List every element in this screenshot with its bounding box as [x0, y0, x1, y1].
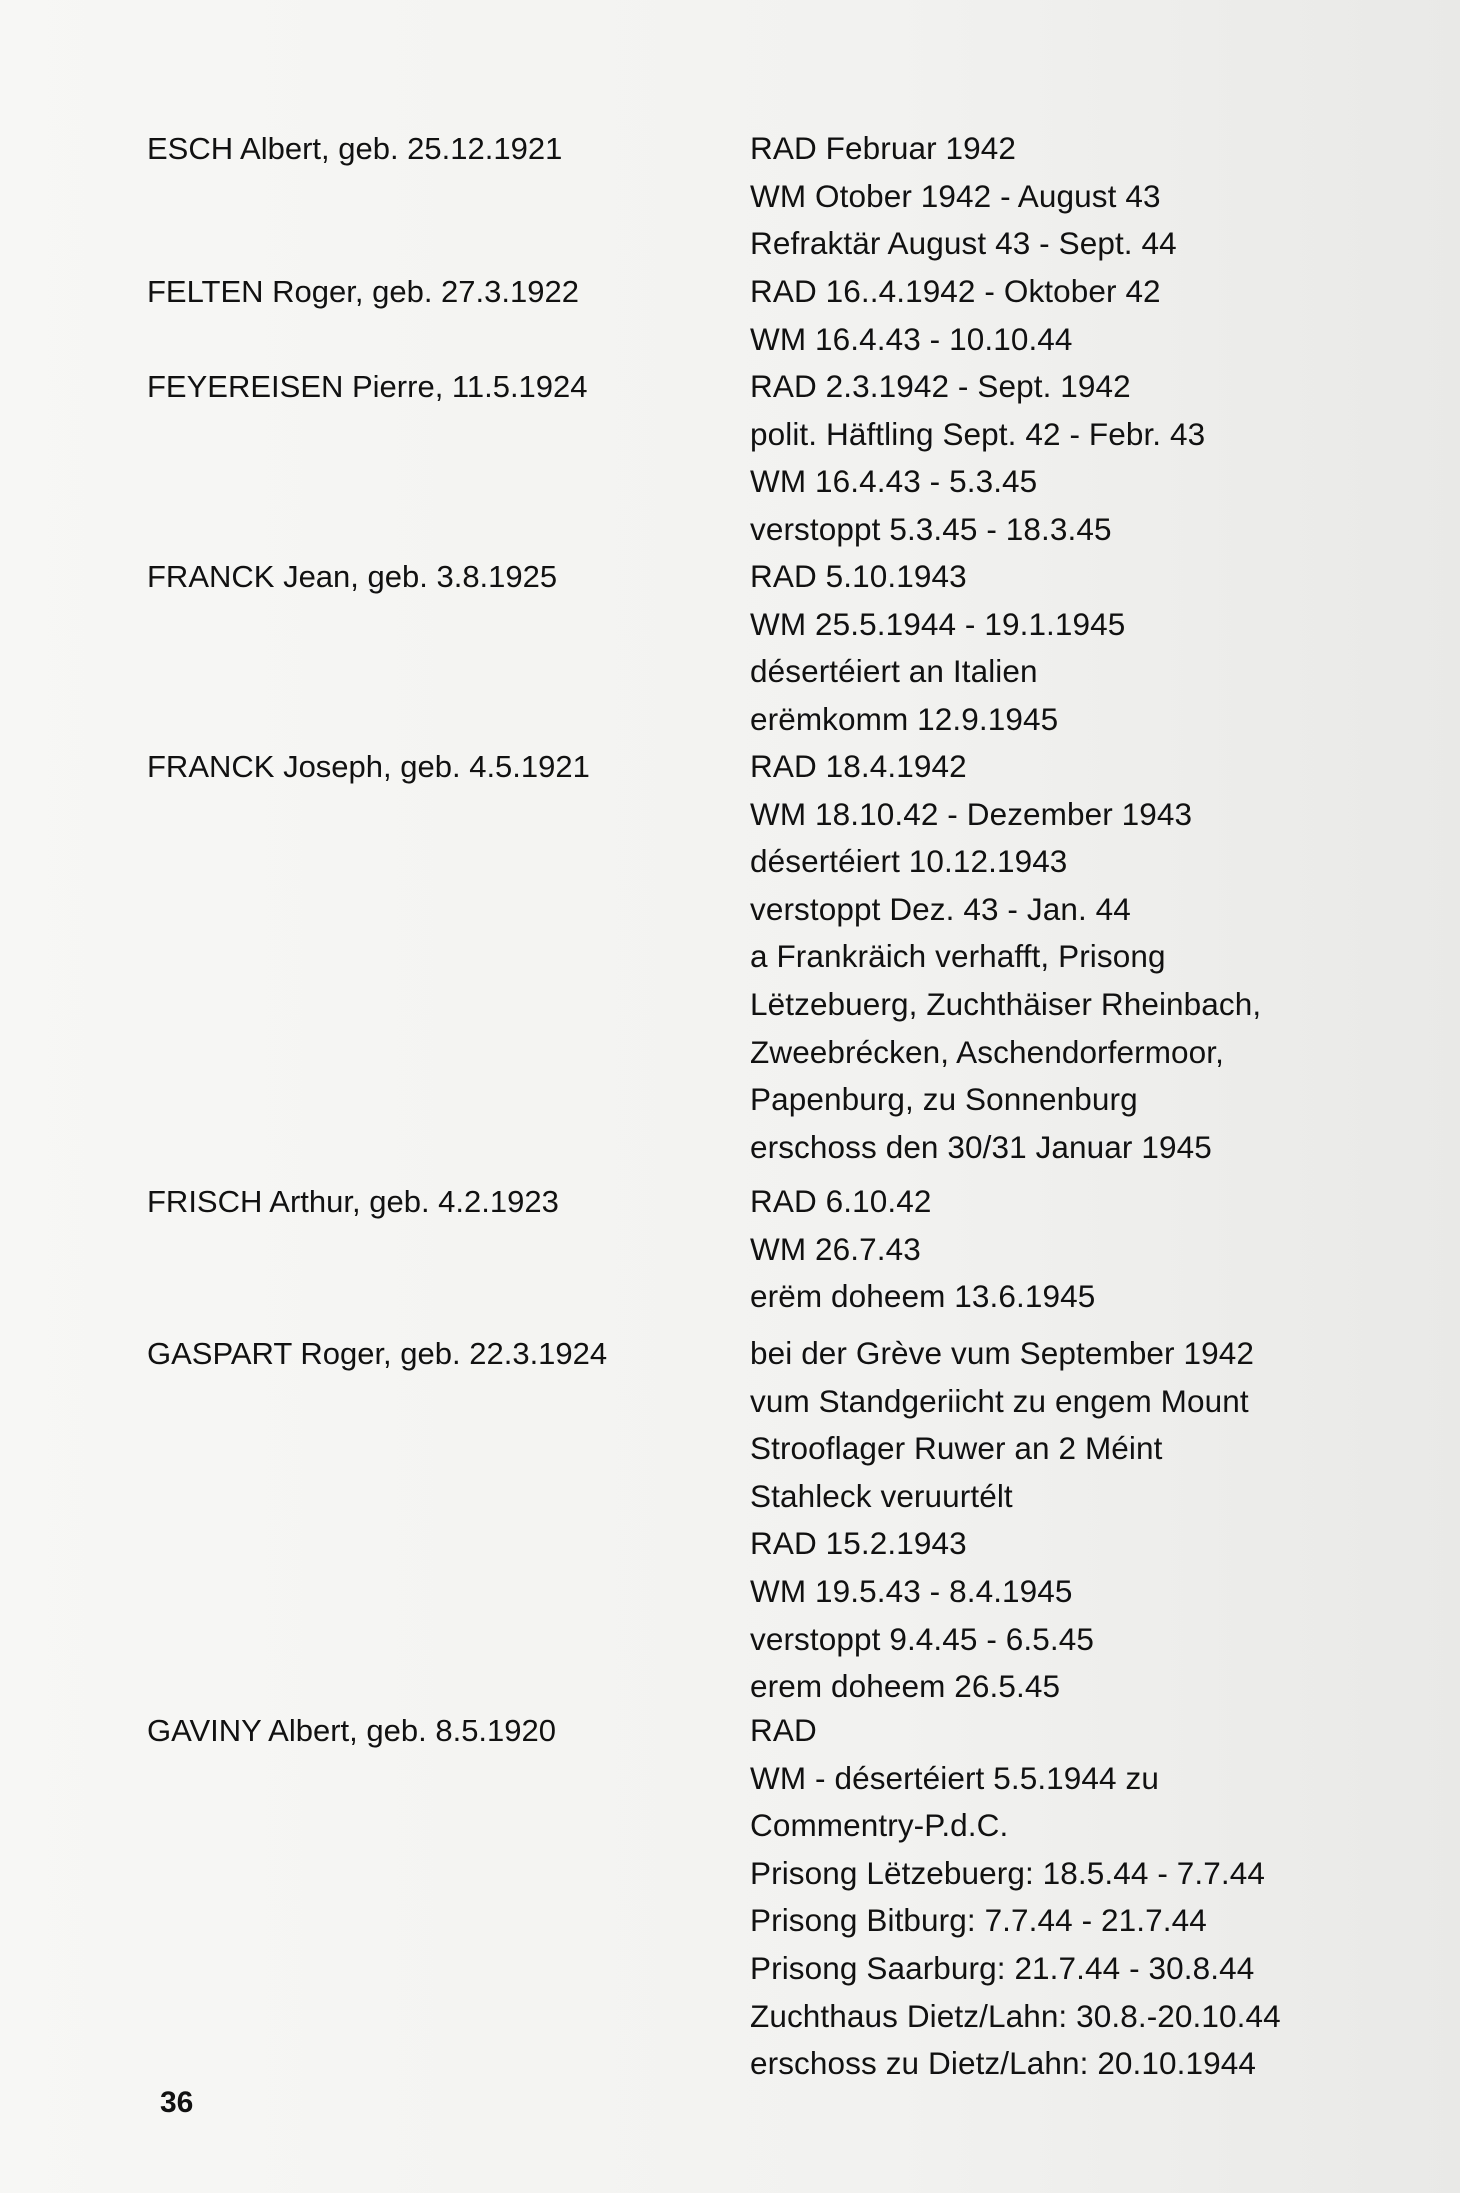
entry-details: [750, 743, 1261, 1171]
detail-line: RAD Februar 1942: [750, 130, 1016, 166]
detail-line: verstoppt 9.4.45 - 6.5.45: [750, 1620, 1094, 1657]
detail-line: WM 25.5.1944 - 19.1.1945: [750, 605, 1126, 642]
detail-line: désertéiert 10.12.1943: [750, 843, 1068, 880]
detail-line: RAD 6.10.42: [750, 1183, 932, 1219]
entry-details: [750, 1707, 1281, 2088]
detail-line: WM Otober 1942 - August 43: [750, 177, 1161, 214]
detail-line: Refraktär August 43 - Sept. 44: [750, 225, 1177, 262]
detail-line: Zweebrécken, Aschendorfermoor,: [750, 1033, 1224, 1070]
entry-details: [750, 125, 1177, 268]
person-name: ESCH Albert, geb. 25.12.1921: [147, 131, 563, 166]
entry-details: [750, 553, 1125, 743]
detail-line: WM 16.4.43 - 5.3.45: [750, 463, 1038, 500]
person-name: FRISCH Arthur, geb. 4.2.1923: [147, 1184, 559, 1219]
detail-line: WM 18.10.42 - Dezember 1943: [750, 795, 1193, 832]
detail-line: Lëtzebuerg, Zuchthäiser Rheinbach,: [750, 985, 1262, 1022]
detail-line: verstoppt Dez. 43 - Jan. 44: [750, 890, 1131, 927]
detail-line: erëm doheem 13.6.1945: [750, 1278, 1096, 1315]
detail-line: Papenburg, zu Sonnenburg: [750, 1081, 1138, 1118]
detail-line: Prisong Bitburg: 7.7.44 - 21.7.44: [750, 1902, 1207, 1939]
entry-details: [750, 268, 1161, 363]
detail-line: RAD 5.10.1943: [750, 558, 967, 594]
detail-line: erem doheem 26.5.45: [750, 1668, 1061, 1705]
detail-line: WM 26.7.43: [750, 1230, 921, 1267]
detail-line: Zuchthaus Dietz/Lahn: 30.8.-20.10.44: [750, 1997, 1281, 2034]
detail-line: désertéiert an Italien: [750, 653, 1038, 690]
person-name: FEYEREISEN Pierre, 11.5.1924: [147, 369, 588, 404]
detail-line: Stahleck veruurtélt: [750, 1477, 1013, 1514]
detail-line: WM 19.5.43 - 8.4.1945: [750, 1572, 1073, 1609]
detail-line: bei der Grève vum September 1942: [750, 1335, 1254, 1371]
detail-line: erëmkomm 12.9.1945: [750, 700, 1059, 737]
detail-line: RAD 2.3.1942 - Sept. 1942: [750, 368, 1131, 404]
detail-line: a Frankräich verhafft, Prisong: [750, 938, 1166, 975]
detail-line: RAD 18.4.1942: [750, 748, 967, 784]
person-name: GAVINY Albert, geb. 8.5.1920: [147, 1713, 557, 1748]
page-number: 36: [160, 2086, 194, 2119]
detail-line: WM 16.4.43 - 10.10.44: [750, 320, 1073, 357]
detail-line: Prisong Lëtzebuerg: 18.5.44 - 7.7.44: [750, 1854, 1265, 1891]
detail-line: erschoss den 30/31 Januar 1945: [750, 1128, 1212, 1165]
detail-line: WM - désertéiert 5.5.1944 zu: [750, 1759, 1159, 1796]
detail-line: vum Standgeriicht zu engem Mount: [750, 1382, 1249, 1419]
person-name: GASPART Roger, geb. 22.3.1924: [147, 1336, 608, 1371]
detail-line: verstoppt 5.3.45 - 18.3.45: [750, 510, 1112, 547]
detail-line: Strooflager Ruwer an 2 Méint: [750, 1430, 1163, 1467]
person-name: FRANCK Joseph, geb. 4.5.1921: [147, 749, 590, 784]
detail-line: polit. Häftling Sept. 42 - Febr. 43: [750, 415, 1206, 452]
detail-line: Commentry-P.d.C.: [750, 1807, 1009, 1844]
person-name: FRANCK Jean, geb. 3.8.1925: [147, 559, 558, 594]
entry-details: [750, 363, 1205, 553]
person-name: FELTEN Roger, geb. 27.3.1922: [147, 274, 579, 309]
entry-details: [750, 1330, 1254, 1711]
detail-line: RAD: [750, 1712, 817, 1748]
detail-line: erschoss zu Dietz/Lahn: 20.10.1944: [750, 2045, 1256, 2082]
detail-line: RAD 16..4.1942 - Oktober 42: [750, 273, 1161, 309]
entry-details: [750, 1178, 1095, 1321]
detail-line: RAD 15.2.1943: [750, 1525, 967, 1562]
detail-line: Prisong Saarburg: 21.7.44 - 30.8.44: [750, 1949, 1255, 1986]
